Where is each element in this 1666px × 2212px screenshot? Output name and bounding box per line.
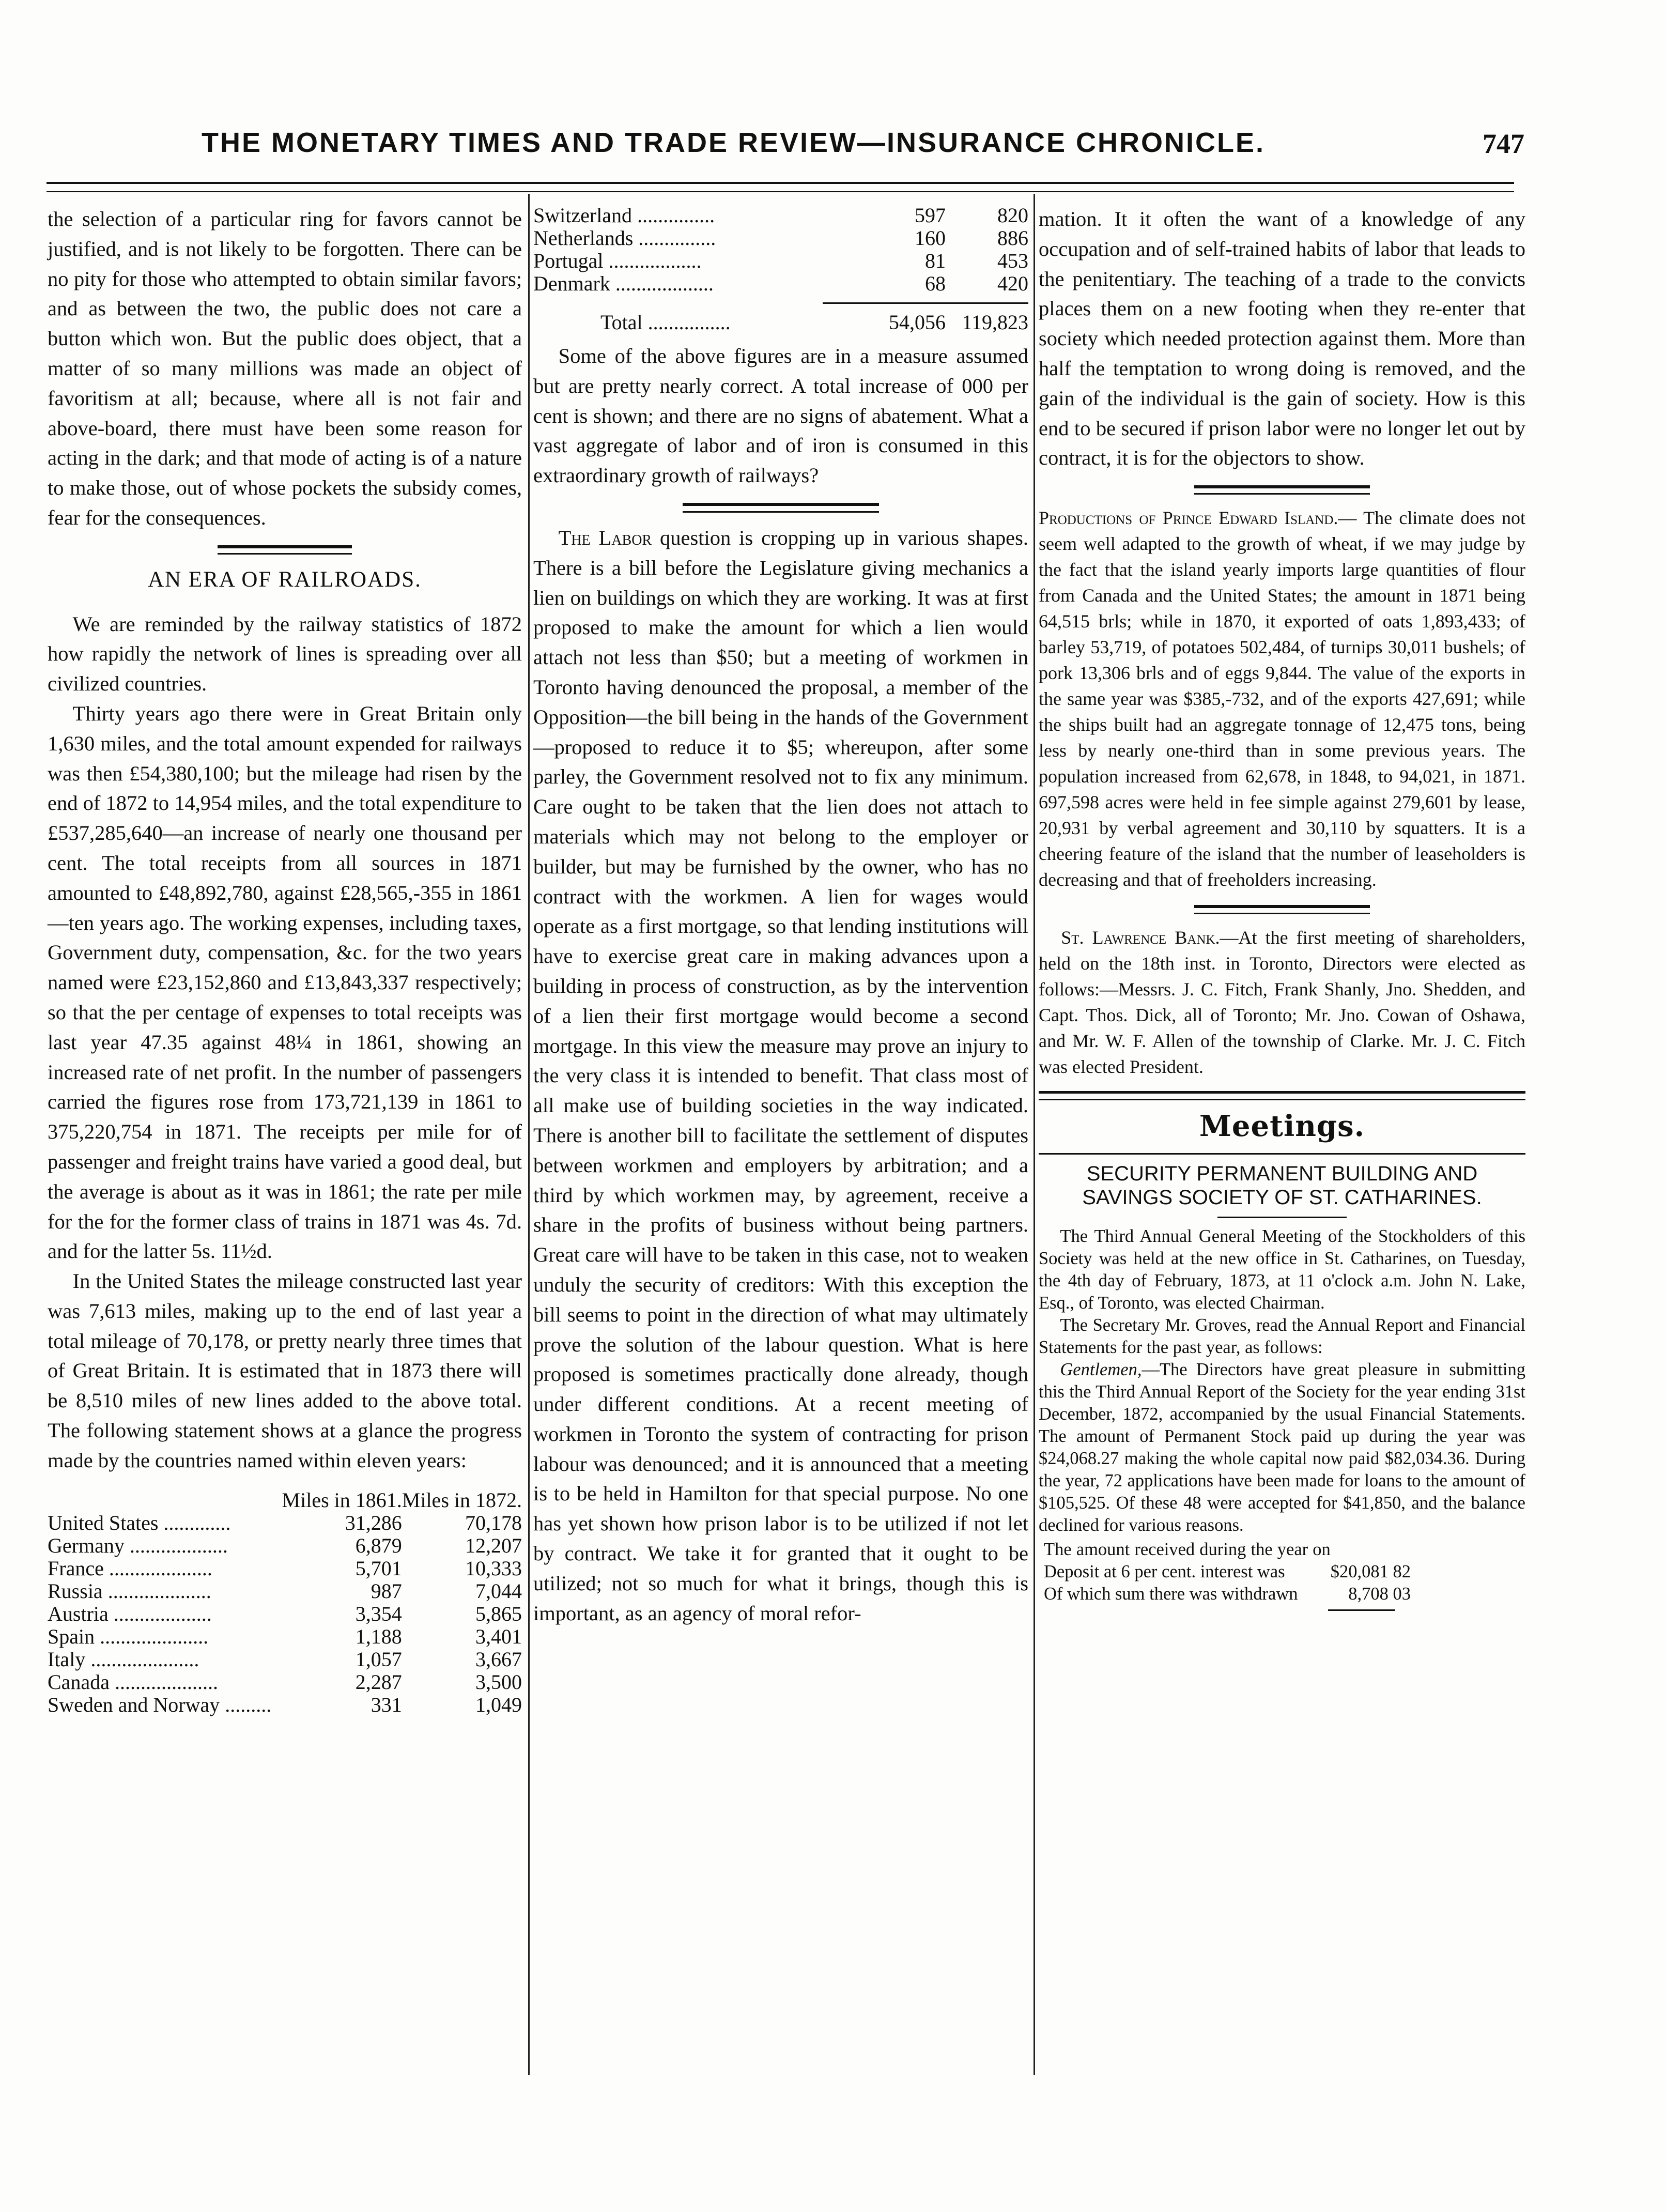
total-row-table	[533, 311, 1028, 334]
paragraph: Thirty years ago there were in Great Britain only 1,630 miles, and the total amount expended for railways was then £54,380,100; but the mileage had risen by the end of 1872 to 14,954 miles, and the total expenditure to £537,285,640—an increase of nearly one thousand per cent. The total receipts from all sources in 1871 amounted to £48,892,780, against £28,565,-355 in 1861—ten years ago. The working expenses, including taxes, Government duty, compensation, &c. for the two years named were £23,152,860 and £13,843,337 respectively; so that the per centage of expenses to total receipts was last year 47.35 against 48¼ in 1861, showing an increased rate of net profit. In the number of passengers carried the figures rose from 173,721,139 in 1861 to 375,220,754 in 1871. The receipts per mile for of passenger and freight trains have varied a good deal, but the average is about as it was in 1861; the rate per mile for the for the former class of trains in 1871 was 4s. 7d. and for the latter 5s. 11½d.	[48, 701, 522, 1263]
table-row	[48, 1580, 522, 1603]
country-name: United States	[48, 1511, 159, 1534]
section-rule	[218, 545, 352, 555]
total-rule	[823, 302, 1028, 304]
railway-mileage-table-continued	[533, 204, 1028, 295]
miles-1861: 987	[371, 1579, 402, 1603]
table-header-row	[48, 1489, 522, 1512]
society-heading: SECURITY PERMANENT BUILDING AND SAVINGS SOCIETY OF ST. CATHARINES.	[1082, 1162, 1482, 1209]
table-row	[48, 1512, 522, 1534]
salutation: Gentlemen,	[1060, 1359, 1142, 1379]
paragraph: mation. It it often the want of a knowledge of any occupation and of self-trained habits of labor that leads to the penitentiary. The teaching of a trade to the convicts places them on a new footing when they re-enter that society which needed protection against them. More than half the temptation to wrong doing is removed, and the gain of the individual is the gain of society. How is this end to be secured if prison labor were no longer let out by contract, it is for the objectors to show.	[1039, 207, 1525, 470]
dot-leader: ....................	[102, 1579, 211, 1603]
miles-1861: 3,354	[355, 1602, 402, 1625]
country-name: Italy	[48, 1647, 86, 1671]
dot-leader: ....................	[103, 1556, 212, 1580]
deposit-value: $20,081 82	[1330, 1561, 1411, 1581]
table-row	[48, 1603, 522, 1625]
paragraph: In the United States the mileage constructed last year was 7,613 miles, making up to the end of last year a total mileage of 70,178, or pretty nearly three times that of Great Britain. It is estimated that in 1873 there will be 8,510 miles of new lines added to the above total. The following statement shows at a glance the progress made by the countries named within eleven years:	[48, 1269, 522, 1472]
total-1872: 119,823	[962, 311, 1028, 334]
miles-1872: 10,333	[465, 1556, 522, 1580]
country-name: Portugal	[533, 249, 604, 272]
paragraph: Productions of Prince Edward Island.— The climate does not seem well adapted to the growth of wheat, if we may judge by the fact that the island yearly imports large quantities of flour from Canada and the United States; the amount in 1871 being 64,515 brls; while in 1870, it exported of oats 1,893,433; of barley 53,719, of potatoes 502,484, of turnips 30,011 bushels; of pork 13,306 brls and of eggs 9,844. The value of the exports in the same year was $385,-732, and of the exports 427,691; while the ships built had an aggregate tonnage of 12,475 tons, being less by nearly one-third than in some previous years. The population increased from 62,678, in 1848, to 94,021, in 1871. 697,598 acres were held in fee simple against 279,601 by lease, 20,931 by verbal agreement and 30,110 by squatters. It is a cheering feature of the island that the number of leaseholders is decreasing and that of freeholders increasing.	[1039, 508, 1525, 890]
column-header-1872: Miles in 1872.	[402, 1488, 522, 1512]
miles-1861: 5,701	[355, 1556, 402, 1580]
column-1	[48, 204, 522, 1716]
miles-1872: 453	[997, 249, 1028, 272]
article-heading: AN ERA OF RAILROADS.	[148, 567, 422, 592]
section-rule	[1194, 485, 1370, 495]
miles-1872: 12,207	[465, 1533, 522, 1557]
country-name: Canada	[48, 1670, 110, 1694]
column-3	[1039, 204, 1525, 1611]
miles-1861: 1,057	[355, 1647, 402, 1671]
dot-leader: ...............	[632, 204, 715, 227]
dot-leader: ..................	[603, 249, 702, 272]
miles-1861: 1,188	[355, 1624, 402, 1648]
lead-in: The Labor	[558, 526, 652, 549]
dot-leader: ...............	[633, 226, 716, 250]
miles-1872: 886	[997, 226, 1028, 250]
table-body	[48, 1512, 522, 1716]
miles-1861: 597	[915, 204, 946, 227]
country-name: Austria	[48, 1602, 109, 1625]
country-name: Denmark	[533, 272, 610, 295]
miles-1861: 2,287	[355, 1670, 402, 1694]
table-row	[1039, 1539, 1411, 1583]
table-row	[48, 1694, 522, 1716]
page-header	[47, 127, 1524, 173]
miles-1861: 160	[915, 226, 946, 250]
dot-leader: ...................	[610, 272, 714, 295]
dot-leader: ...................	[124, 1533, 228, 1557]
column-divider	[1033, 194, 1035, 2075]
section-heading: Meetings.	[1199, 1109, 1365, 1144]
section-rule	[1194, 905, 1370, 914]
miles-1872: 3,401	[475, 1624, 522, 1648]
total-label: Total	[600, 311, 643, 334]
miles-1872: 820	[997, 204, 1028, 227]
table-row	[48, 1625, 522, 1648]
country-name: Russia	[48, 1579, 103, 1603]
paragraph: Gentlemen,—The Directors have great pleasure in submitting this the Third Annual Report of the Society for the year ending 31st December, 1872, accompanied by the usual Financial Statements. The amount of Permanent Stock paid up during the year was $24,068.27 making the whole capital now paid $82,034.36. During the year, 72 applications have been made for loans to the amount of $105,525. Of these 48 were accepted for $41,850, and the balance declined for various reasons.	[1039, 1359, 1525, 1535]
miles-1861: 81	[925, 249, 946, 272]
miles-1872: 7,044	[475, 1579, 522, 1603]
paragraph: St. Lawrence Bank.—At the first meeting of shareholders, held on the 18th inst. in Toronto, Directors were elected as follows:—Messrs. J. C. Fitch, Frank Shanly, Jno. Shedden, and Capt. Thos. Dick, all of Toronto; Mr. Jno. Cowan of Oshawa, and Mr. W. F. Allen of the township of Clarke. Mr. J. C. Fitch was elected President.	[1039, 927, 1525, 1078]
miles-1872: 3,667	[475, 1647, 522, 1671]
miles-1872: 420	[997, 272, 1028, 295]
table-row	[48, 1557, 522, 1580]
running-title: THE MONETARY TIMES AND TRADE REVIEW—INSURANCE CHRONICLE.	[202, 127, 1266, 158]
table-row	[533, 272, 1028, 295]
dot-leader: .....................	[95, 1624, 209, 1648]
paragraph: The Labor question is cropping up in various shapes. There is a bill before the Legislature giving mechanics a lien on buildings on which they are working. It was at first proposed to make the amount for which a lien would attach not less than $50; but a meeting of workmen in Toronto having denounced the proposal, a member of the Opposition—the bill being in the hands of the Government—proposed to reduce it to $5; whereupon, after some parley, the Government resolved not to fix any minimum. Care ought to be taken that the lien does not attach to materials which may not belong to the employer or builder, but may be furnished by the owner, who has no contract with the workmen. A lien for wages would operate as a first mortgage, so that lending institutions will have to exercise great care in making advances upon a building in process of construction, as by the intervention of a lien their first mortgage would become a second mortgage. In this view the measure may prove an injury to the very class it is intended to benefit. That class most of all make use of building societies in the way indicated. There is another bill to facilitate the settlement of disputes between workmen and employers by arbitration; and a third by which workmen may, by agreement, receive a share in the profits of business without being partners. Great care will have to be taken in this case, not to weaken unduly the security of creditors: With this exception the bill seems to point in the direction of what may ultimately prove the solution of the labour question. What is here proposed is sometimes practically done already, though under different conditions. At a recent meeting of workmen in Toronto the system of contracting for prison labour was denounced; and it is announced that a meeting is to be held in Hamilton for that special purpose. No one has yet shown how prison labor is to be utilized if not let by contract. We take it for granted that it ought to be utilized; not so much for what it brings, though this is important, as an agency of moral refor-	[533, 526, 1028, 1625]
section-rule	[1039, 1091, 1525, 1100]
table-row-total: Total ................ 54,056 119,823	[600, 311, 1028, 334]
paragraph: The Secretary Mr. Groves, read the Annual Report and Financial Statements for the past year, as follows:	[1039, 1315, 1525, 1357]
dot-leader: ....................	[109, 1670, 218, 1694]
table-row	[1039, 1583, 1411, 1605]
column-header-1861: Miles in 1861.	[282, 1488, 402, 1512]
country-name: Switzerland	[533, 204, 633, 227]
column-2	[533, 204, 1028, 1628]
deposit-label: The amount received during the year on Deposit at 6 per cent. interest was	[1044, 1539, 1331, 1581]
paragraph: The Third Annual General Meeting of the Stockholders of this Society was held at the new office in St. Catharines, on Tuesday, the 4th day of February, 1873, at 11 o'clock a.m. John N. Lake, Esq., of Toronto, was elected Chairman.	[1039, 1226, 1525, 1313]
country-name: Germany	[48, 1533, 125, 1557]
deposit-statement	[1039, 1539, 1411, 1605]
lead-in: Productions of Prince Edward Island.—	[1039, 508, 1357, 529]
dot-leader: .............	[158, 1511, 231, 1534]
divider	[1039, 1153, 1525, 1155]
withdrawn-label: Of which sum there was withdrawn	[1044, 1584, 1298, 1604]
table-row	[48, 1534, 522, 1557]
header-rule	[47, 182, 1514, 192]
miles-1861: 68	[925, 272, 946, 295]
total-1861: 54,056	[889, 311, 946, 334]
country-name: France	[48, 1556, 104, 1580]
column-divider	[528, 194, 530, 2075]
divider	[1217, 1217, 1347, 1218]
table-row	[533, 204, 1028, 227]
miles-1861: 6,879	[355, 1533, 402, 1557]
section-rule	[683, 503, 879, 513]
paragraph: Some of the above figures are in a measure assumed but are pretty nearly correct. A total increase of 000 per cent is shown; and there are no signs of abatement. What a vast aggregate of labor and of iron is consumed in this extraordinary growth of railways?	[533, 344, 1028, 487]
sum-rule	[1328, 1609, 1395, 1611]
table-row	[48, 1648, 522, 1671]
miles-1872: 5,865	[475, 1602, 522, 1625]
miles-1872: 1,049	[475, 1693, 522, 1716]
dot-leader: .........	[220, 1693, 272, 1716]
miles-1861: 331	[371, 1693, 402, 1716]
railway-mileage-table	[48, 1489, 522, 1716]
table-row	[48, 1671, 522, 1694]
table-row	[533, 227, 1028, 250]
table-row	[533, 250, 1028, 272]
country-name: Spain	[48, 1624, 95, 1648]
miles-1861: 31,286	[345, 1511, 402, 1534]
dot-leader: ...................	[108, 1602, 212, 1625]
lead-in: St. Lawrence Bank.—	[1061, 927, 1239, 948]
table-body	[533, 204, 1028, 295]
paragraph: the selection of a particular ring for favors cannot be justified, and is not likely to be forgotten. There can be no pity for those who attempted to obtain similar favors; and as between the two, the public does not care a button which won. But the public does object, that a matter of so many millions was made an object of favoritism at all; because, where all is not fair and above-board, there must have been some reason for acting in the dark; and that mode of acting is of a nature to make those, out of whose pockets the subsidy comes, fear for the consequences.	[48, 207, 522, 529]
paragraph: We are reminded by the railway statistics of 1872 how rapidly the network of lines is spreading over all civilized countries.	[48, 612, 522, 696]
withdrawn-value: 8,708 03	[1348, 1584, 1411, 1604]
page-number: 747	[1483, 128, 1524, 159]
miles-1872: 70,178	[465, 1511, 522, 1534]
dot-leader: .....................	[85, 1647, 199, 1671]
country-name: Sweden and Norway	[48, 1693, 220, 1716]
miles-1872: 3,500	[475, 1670, 522, 1694]
country-name: Netherlands	[533, 226, 634, 250]
